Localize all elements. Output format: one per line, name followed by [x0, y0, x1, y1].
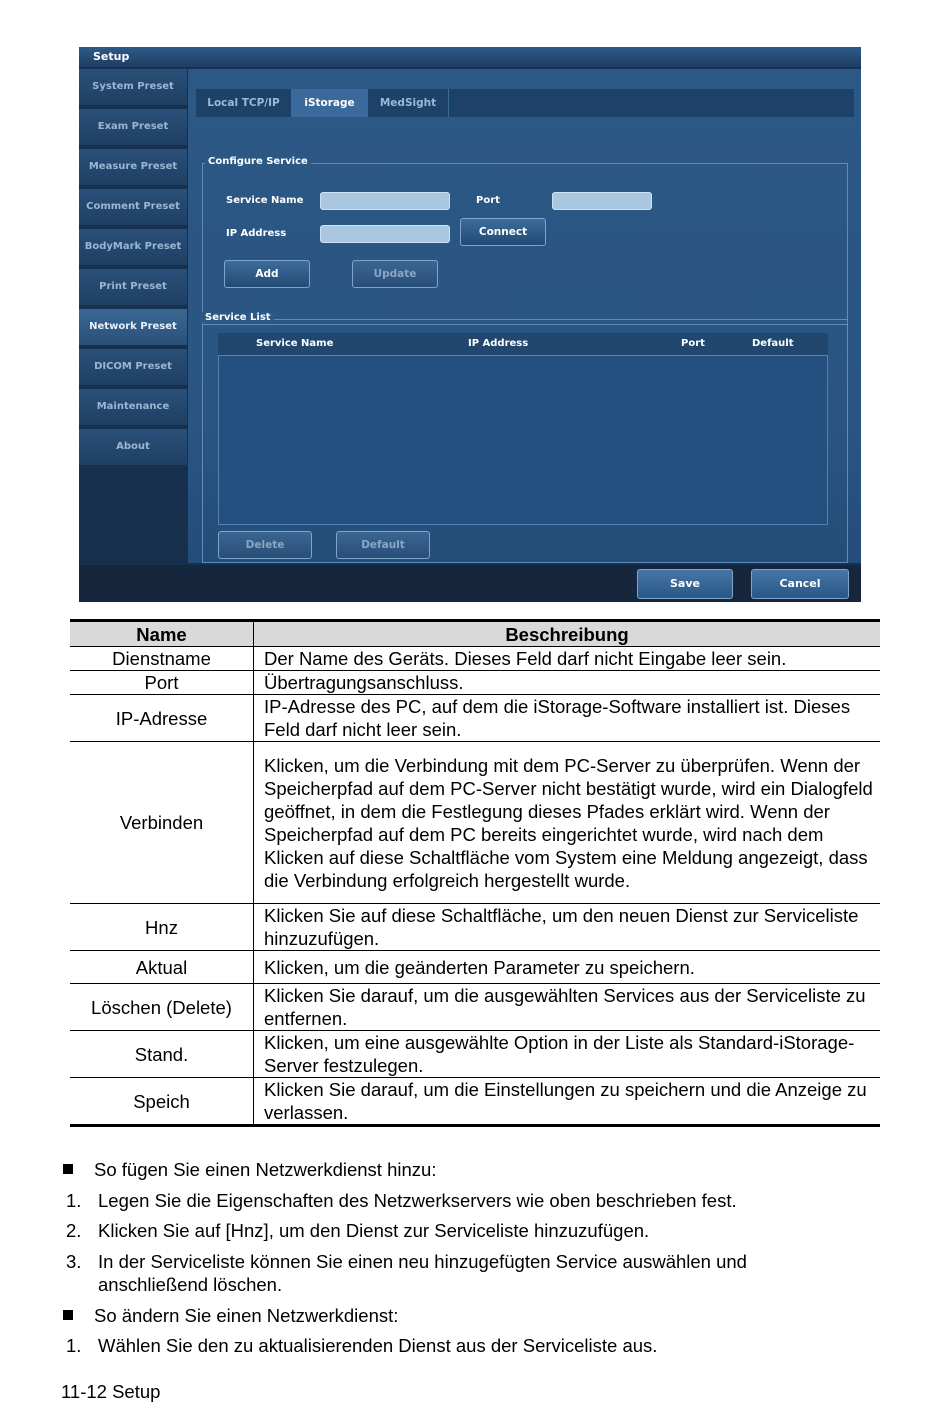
description-table: [70, 619, 880, 1127]
sidebar: [79, 69, 187, 549]
table-row: [70, 742, 880, 904]
row-description: Übertragungsanschluss.: [254, 671, 881, 695]
row-description: IP-Adresse des PC, auf dem die iStorage-Software installiert ist. Dieses Feld darf nicht leer sein.: [254, 695, 881, 742]
step-number: 3.: [66, 1251, 82, 1272]
table-row: [70, 904, 880, 951]
sidebar-item-print-preset[interactable]: Print Preset: [79, 269, 187, 305]
row-description: Klicken, um die Verbindung mit dem PC-Server zu überprüfen. Wenn der Speicherpfad auf dem PC-Server nicht bestätigt wurde, wird ein Dialogfeld geöffnet, in dem die Festlegung dieses Pfades erklärt wird. Wenn der Speicherpfad auf dem PC bereits eingerichtet wurde, wird nach dem Klicken auf diese Schaltfläche vom System eine Meldung angezeigt, dass die Verbindung erfolgreich hergestellt wurde.: [254, 742, 881, 904]
tab-medsight[interactable]: MedSight: [368, 89, 449, 117]
column-port[interactable]: Port: [681, 338, 705, 349]
configure-service-label: Configure Service: [205, 156, 311, 167]
sidebar-item-comment-preset[interactable]: Comment Preset: [79, 189, 187, 225]
table-row: [70, 1031, 880, 1078]
row-name: Port: [70, 671, 254, 695]
table-row: [70, 695, 880, 742]
step-number: 1.: [66, 1335, 82, 1356]
column-ip-address[interactable]: IP Address: [468, 338, 529, 349]
row-description: Der Name des Geräts. Dieses Feld darf nicht Eingabe leer sein.: [254, 647, 881, 671]
connect-button[interactable]: Connect: [460, 218, 546, 246]
table-row: [70, 1078, 880, 1126]
tab-istorage[interactable]: iStorage: [292, 89, 368, 117]
bullet-square-icon: [63, 1164, 73, 1174]
tab-bar: [196, 89, 854, 117]
header-description: Beschreibung: [254, 621, 881, 647]
service-list-body[interactable]: [218, 355, 828, 525]
table-row: [70, 951, 880, 984]
column-service-name[interactable]: Service Name: [256, 338, 334, 349]
row-description: Klicken, um die geänderten Parameter zu speichern.: [254, 951, 881, 984]
default-button[interactable]: Default: [336, 531, 430, 559]
column-default[interactable]: Default: [752, 338, 794, 349]
row-name: Speich: [70, 1078, 254, 1126]
sidebar-item-maintenance[interactable]: Maintenance: [79, 389, 187, 425]
service-name-input[interactable]: [320, 192, 450, 210]
ip-address-input[interactable]: [320, 225, 450, 243]
port-label: Port: [476, 195, 500, 206]
cancel-button[interactable]: Cancel: [751, 569, 849, 599]
step-text: Wählen Sie den zu aktualisierenden Dienst aus der Serviceliste aus.: [98, 1335, 658, 1356]
add-service-heading: So fügen Sie einen Netzwerkdienst hinzu:: [94, 1159, 437, 1180]
sidebar-item-exam-preset[interactable]: Exam Preset: [79, 109, 187, 145]
setup-screenshot: [79, 47, 861, 602]
port-input[interactable]: [552, 192, 652, 210]
row-name: Hnz: [70, 904, 254, 951]
service-list-label: Service List: [202, 312, 274, 323]
step-text: Klicken Sie auf [Hnz], um den Dienst zur Serviceliste hinzuzufügen.: [98, 1220, 650, 1241]
sidebar-item-dicom-preset[interactable]: DICOM Preset: [79, 349, 187, 385]
update-button[interactable]: Update: [352, 260, 438, 288]
bullet-square-icon: [63, 1310, 73, 1320]
window-title: Setup: [79, 47, 861, 67]
table-header-row: [70, 621, 880, 647]
sidebar-item-measure-preset[interactable]: Measure Preset: [79, 149, 187, 185]
table-row: [70, 671, 880, 695]
row-name: Löschen (Delete): [70, 984, 254, 1031]
sidebar-item-system-preset[interactable]: System Preset: [79, 69, 187, 105]
sidebar-item-bodymark-preset[interactable]: BodyMark Preset: [79, 229, 187, 265]
row-name: IP-Adresse: [70, 695, 254, 742]
table-row: [70, 984, 880, 1031]
change-service-heading: So ändern Sie einen Netzwerkdienst:: [94, 1305, 399, 1326]
page-footer: 11-12 Setup: [61, 1381, 161, 1402]
header-name: Name: [70, 621, 254, 647]
ip-address-label: IP Address: [226, 228, 287, 239]
sidebar-item-network-preset[interactable]: Network Preset: [79, 309, 187, 345]
row-description: Klicken Sie darauf, um die ausgewählten Services aus der Serviceliste zu entfernen.: [254, 984, 881, 1031]
save-button[interactable]: Save: [637, 569, 733, 599]
row-name: Verbinden: [70, 742, 254, 904]
sidebar-item-about[interactable]: About: [79, 429, 187, 465]
step-text: Legen Sie die Eigenschaften des Netzwerkservers wie oben beschrieben fest.: [98, 1190, 737, 1211]
row-description: Klicken Sie darauf, um die Einstellungen zu speichern und die Anzeige zu verlassen.: [254, 1078, 881, 1126]
row-name: Dienstname: [70, 647, 254, 671]
row-description: Klicken, um eine ausgewählte Option in der Liste als Standard-iStorage-Server festzulegen.: [254, 1031, 881, 1078]
row-name: Stand.: [70, 1031, 254, 1078]
service-list-header: [218, 333, 828, 356]
footer-bar: [79, 565, 861, 602]
step-number: 2.: [66, 1220, 82, 1241]
add-button[interactable]: Add: [224, 260, 310, 288]
step-number: 1.: [66, 1190, 82, 1211]
row-name: Aktual: [70, 951, 254, 984]
row-description: Klicken Sie auf diese Schaltfläche, um den neuen Dienst zur Serviceliste hinzuzufügen.: [254, 904, 881, 951]
table-row: [70, 647, 880, 671]
tab-local-tcp-ip[interactable]: Local TCP/IP: [196, 89, 292, 117]
delete-button[interactable]: Delete: [218, 531, 312, 559]
service-name-label: Service Name: [226, 195, 304, 206]
step-text: In der Serviceliste können Sie einen neu hinzugefügten Service auswählen und anschließend löschen.: [98, 1251, 747, 1295]
